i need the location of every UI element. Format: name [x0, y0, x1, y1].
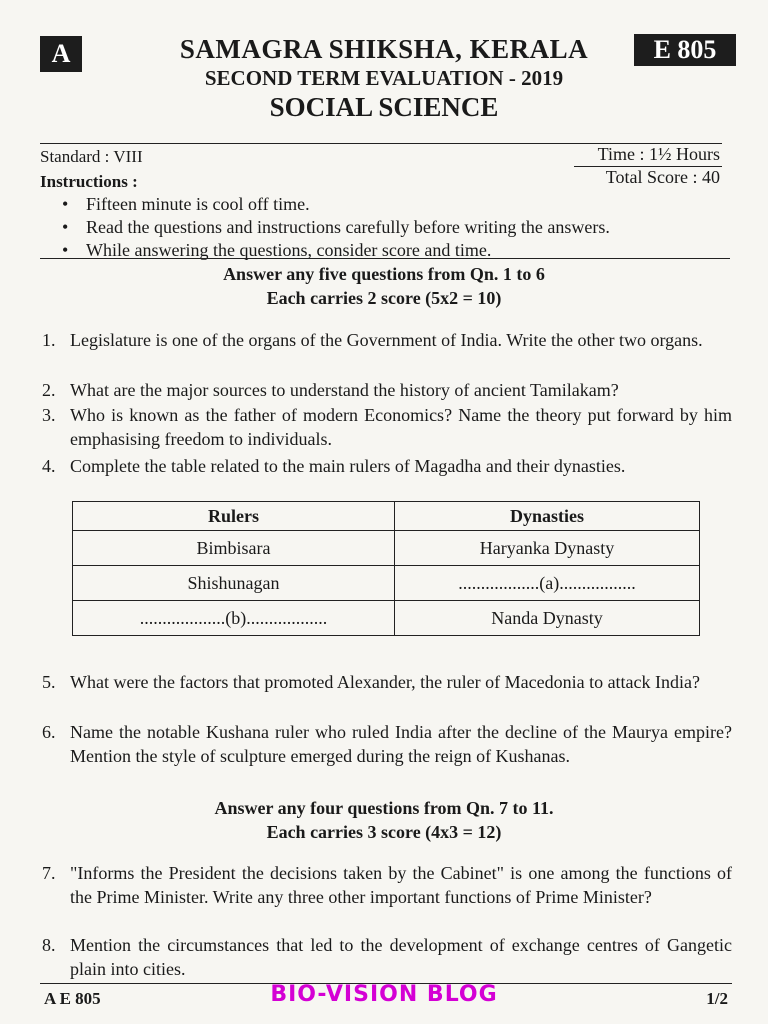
table-row [73, 601, 700, 636]
table-header-row [73, 502, 700, 531]
question-text: "Informs the President the decisions taken by the Cabinet" is one among the functions of the Prime Minister. Write any three other important functions of Prime Minister? [70, 863, 732, 907]
question-text: Legislature is one of the organs of the Government of India. Write the other two organs. [70, 330, 703, 350]
question-5 [42, 670, 732, 694]
question-6 [42, 720, 732, 768]
instructions-divider [40, 258, 730, 259]
question-2 [42, 378, 732, 402]
question-number: 4. [42, 456, 56, 476]
exam-term-title: SECOND TERM EVALUATION - 2019 [204, 66, 564, 90]
table-cell: ...................(b).................. [73, 601, 395, 636]
section-2-score: Each carries 3 score (4x3 = 12) [266, 822, 502, 842]
question-text: Who is known as the father of modern Economics? Name the theory put forward by him emphasising freedom to individuals. [70, 405, 732, 449]
question-4 [42, 454, 732, 478]
time-label: Time : 1½ Hours [597, 144, 720, 164]
question-number: 5. [42, 672, 56, 692]
instruction-item: • While answering the questions, consider score and time. [62, 239, 610, 262]
table-cell: Nanda Dynasty [395, 601, 700, 636]
paper-code-badge: E 805 [634, 34, 736, 66]
paper-set-badge: A [40, 36, 82, 72]
blog-watermark: BIO-VISION BLOG [270, 982, 498, 1007]
section-2-instruction: Answer any four questions from Qn. 7 to 11. [214, 798, 554, 818]
question-text: What are the major sources to understand the history of ancient Tamilakam? [70, 380, 619, 400]
standard-label: Standard : VIII [40, 147, 143, 166]
table-cell: ..................(a)................. [395, 566, 700, 601]
instructions-heading: Instructions : [40, 172, 138, 191]
question-text: Name the notable Kushana ruler who ruled India after the decline of the Maurya empire? Mention the style of sculpture emerged during the reign of Kushanas. [70, 722, 732, 766]
question-number: 7. [42, 863, 56, 883]
instructions-list [62, 193, 610, 262]
table-cell: Haryanka Dynasty [395, 531, 700, 566]
question-number: 2. [42, 380, 56, 400]
instruction-item: • Read the questions and instructions carefully before writing the answers. [62, 216, 610, 239]
question-text: Mention the circumstances that led to the development of exchange centres of Gangetic plain into cities. [70, 935, 732, 979]
table-header-cell: Rulers [73, 502, 395, 531]
rulers-dynasties-table [72, 501, 700, 636]
table-row [73, 531, 700, 566]
section-1-heading [0, 262, 768, 310]
question-3 [42, 403, 732, 451]
question-text: Complete the table related to the main rulers of Magadha and their dynasties. [70, 456, 626, 476]
table-cell: Shishunagan [73, 566, 395, 601]
question-number: 6. [42, 722, 56, 742]
organization-title: SAMAGRA SHIKSHA, KERALA [179, 34, 589, 64]
question-1 [42, 328, 732, 352]
table-header-cell: Dynasties [395, 502, 700, 531]
question-number: 1. [42, 330, 56, 350]
footer-paper-code: A E 805 [44, 989, 101, 1008]
question-7 [42, 861, 732, 909]
question-text: What were the factors that promoted Alexander, the ruler of Macedonia to attack India? [70, 672, 701, 692]
instruction-item: • Fifteen minute is cool off time. [62, 193, 610, 216]
question-8 [42, 933, 732, 981]
page-number: 1/2 [706, 989, 728, 1008]
table-row [73, 566, 700, 601]
section-1-score: Each carries 2 score (5x2 = 10) [266, 288, 502, 308]
section-1-instruction: Answer any five questions from Qn. 1 to 6 [223, 264, 545, 284]
question-number: 3. [42, 405, 56, 425]
question-number: 8. [42, 935, 56, 955]
table-cell: Bimbisara [73, 531, 395, 566]
subject-title: SOCIAL SCIENCE [269, 92, 499, 122]
total-score-label: Total Score : 40 [605, 167, 720, 187]
section-2-heading [0, 796, 768, 844]
